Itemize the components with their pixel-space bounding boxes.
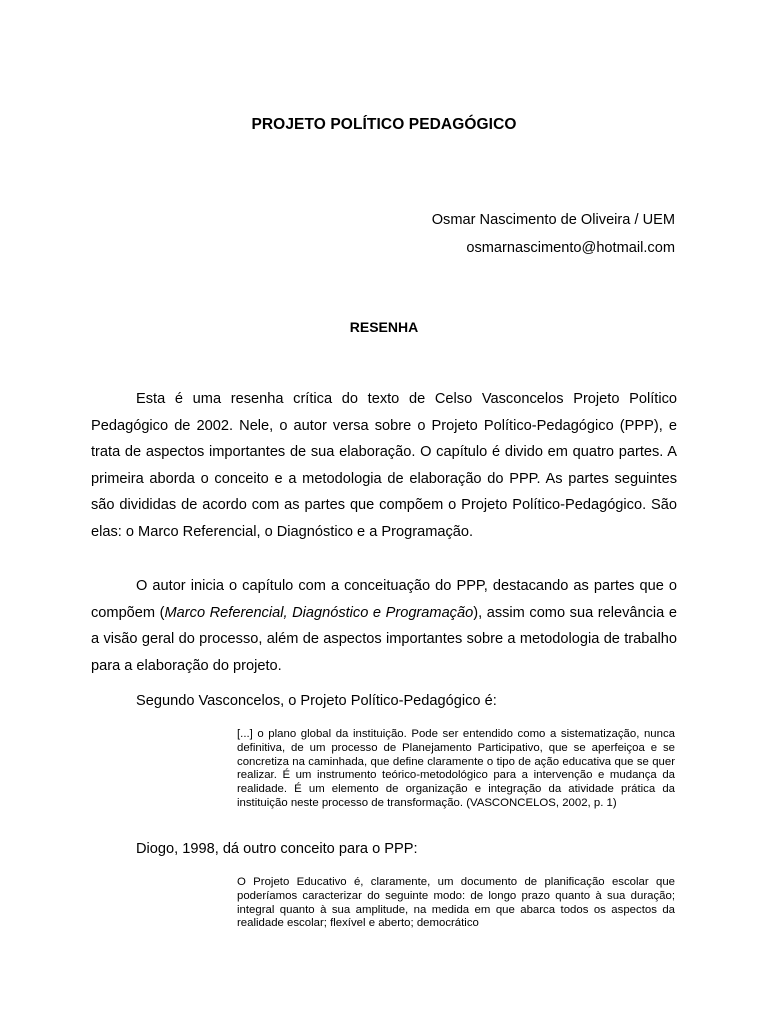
paragraph-vasconcelos-intro: Segundo Vasconcelos, o Projeto Político-Pedagógico é: [136, 693, 497, 709]
author-block [432, 206, 675, 262]
paragraph-diogo-intro: Diogo, 1998, dá outro conceito para o PPP: [136, 841, 418, 857]
paragraph-concept-italic: Marco Referencial, Diagnóstico e Programação [164, 604, 474, 621]
paragraph-concept-text-2: ), assim como sua relevância e a visão geral do processo, além de aspectos importantes sobre a metodologia de trabalho para a elaboração do projeto. [91, 604, 677, 674]
paragraph-concept-text-1: O autor inicia o capítulo com a conceituação do PPP, destacando as partes que o compõem ( [91, 578, 677, 621]
block-quote-vasconcelos: [...] o plano global da instituição. Pode ser entendido como a sistematização, nunca definitiva, de um processo de Planejamento Participativo, que se aperfeiçoa e se concretiza na caminhada, que define claramente o tipo de ação educativa que se quer realizar. É um instrumento teórico-metodológico para a intervenção e mudança da realidade. É um elemento de organização e integração da atividade prática da instituição neste processo de transformação. (VASCONCELOS, 2002, p. 1) [237, 728, 675, 809]
author-name: Osmar Nascimento de Oliveira / UEM [431, 212, 675, 228]
block-quote-diogo: O Projeto Educativo é, claramente, um documento de planificação escolar que poderíamos caracterizar do seguinte modo: de longo prazo quanto à sua duração; integral quanto à sua amplitude, na medida em que abarca todos os aspectos da realidade escolar; flexível e aberto; democrático [237, 876, 675, 930]
section-heading: RESENHA [349, 319, 419, 335]
author-email: osmarnascimento@hotmail.com [466, 240, 675, 256]
document-title: PROJETO POLÍTICO PEDAGÓGICO [251, 116, 517, 133]
paragraph-concept [91, 573, 677, 679]
paragraph-intro: Esta é uma resenha crítica do texto de Celso Vasconcelos Projeto Político Pedagógico de 2002. Nele, o autor versa sobre o Projeto Político-Pedagógico (PPP), e trata de aspectos importantes de sua elaboração. O capítulo é divido em quatro partes. A primeira aborda o conceito e a metodologia de elaboração do PPP. As partes seguintes são divididas de acordo com as partes que compõem o Projeto Político-Pedagógico. São elas: o Marco Referencial, o Diagnóstico e a Programação. [91, 391, 677, 540]
